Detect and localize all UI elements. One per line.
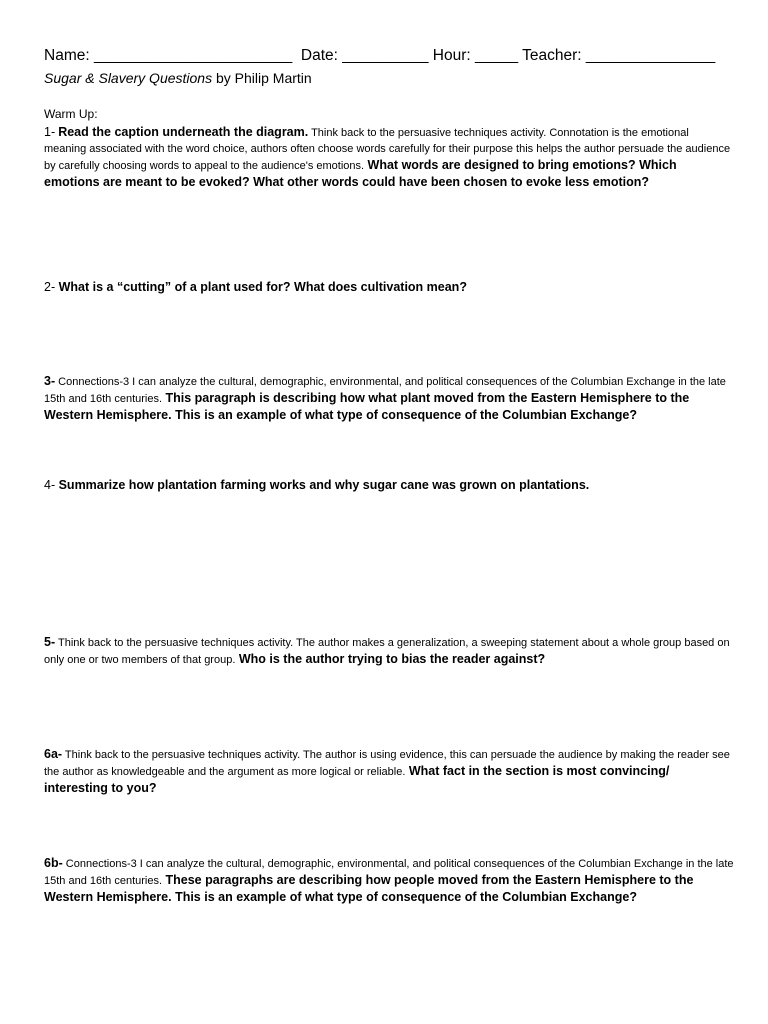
question-text: Connections-3 I can analyze the cultural, demographic, environmental, and political consequences of the Columbian Exchange in the late 15th and 16th centuries. [44, 376, 726, 405]
date-label: Date: [300, 47, 338, 64]
question-number: 6b- [44, 856, 63, 870]
question-text: Think back to the persuasive techniques activity. Connotation is the emotional meaning associated with the word choice, authors often choose words carefully for their purpose this helps the author persuade the audience by carefully choosing words to appeal to the audience's emotions. [44, 127, 731, 172]
question-5 [44, 634, 734, 668]
question-number: 4- [44, 478, 56, 492]
question-number: 3- [44, 374, 56, 388]
question-2 [44, 279, 734, 296]
teacher-blank: _______________ [585, 47, 716, 64]
question-bold: These paragraphs are describing how people moved from the Eastern Hemisphere to the Western Hemisphere. This is an example of what type of consequence of the Columbian Exchange? [44, 873, 694, 904]
document-title [44, 69, 734, 87]
question-bold: What is a “cutting” of a plant used for? What does cultivation mean? [55, 280, 467, 294]
question-number: 6a- [44, 747, 63, 761]
question-number: 2- [44, 280, 56, 294]
question-1 [44, 124, 734, 191]
hour-blank: _____ [475, 47, 519, 64]
question-bold: Who is the author trying to bias the reader against? [235, 652, 546, 666]
question-bold: Summarize how plantation farming works and why sugar cane was grown on plantations. [55, 478, 590, 492]
name-label: Name: [44, 47, 90, 64]
header-line [44, 46, 734, 66]
question-text: Think back to the persuasive techniques activity. The author is using evidence, this can persuade the audience by making the reader see the author as knowledgeable and the argument as more logical or reliable. [44, 749, 730, 778]
question-bold: This paragraph is describing how what plant moved from the Eastern Hemisphere to the Western Hemisphere. This is an example of what type of consequence of the Columbian Exchange? [44, 391, 690, 422]
warm-up-label: Warm Up: [44, 107, 98, 121]
title-text: Sugar & Slavery Questions [44, 70, 213, 86]
name-blank: _______________________ [93, 47, 293, 64]
question-6a [44, 746, 734, 797]
byline: by Philip Martin [212, 70, 312, 86]
question-bold-lead: Read the caption underneath the diagram. [58, 125, 309, 139]
question-6b [44, 855, 734, 906]
teacher-label: Teacher: [522, 47, 582, 64]
question-bold: What words are designed to bring emotions? Which emotions are meant to be evoked? What other words could have been chosen to evoke less emotion? [44, 158, 677, 189]
question-3 [44, 373, 734, 424]
question-number: 1- [44, 125, 56, 139]
hour-label: Hour: [432, 47, 471, 64]
date-blank: __________ [342, 47, 429, 64]
question-4 [44, 477, 734, 494]
question-bold: What fact in the section is most convincing/ interesting to you? [44, 764, 670, 795]
question-text: Think back to the persuasive techniques activity. The author makes a generalization, a sweeping statement about a whole group based on only one or two members of that group. [44, 637, 730, 666]
question-text: Connections-3 I can analyze the cultural, demographic, environmental, and political consequences of the Columbian Exchange in the late 15th and 16th centuries. [44, 858, 734, 887]
question-number: 5- [44, 635, 56, 649]
